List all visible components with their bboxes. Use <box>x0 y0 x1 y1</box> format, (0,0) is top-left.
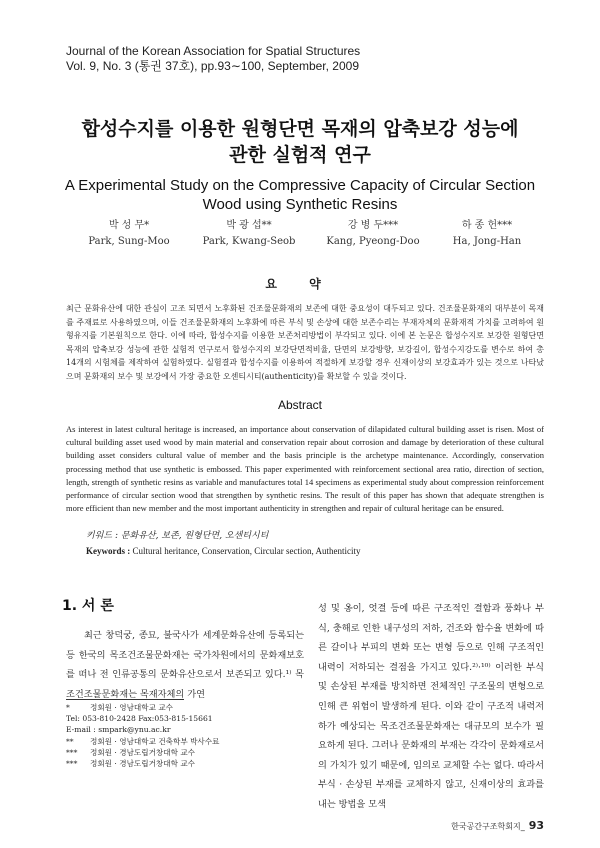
author-name-en: Ha, Jong-Han <box>452 236 522 247</box>
english-title <box>0 176 600 214</box>
body-text-right-column: 성 및 옹이, 엇결 등에 따른 구조적인 결함과 풍화나 부식, 충해로 인한 내구성의 저하, 건조와 함수율 변화에 따른 갈이나 부피의 변화 또는 변형 등으로 인해 구조적인 내력이 저하되는 결점을 가지고 있다.²⁾·¹⁰⁾ 이러한 부식 및 손상된 부재를 방치하면 전체적인 구조물의 변형으로 인해 큰 위험이 발생하게 된다. 이와 같이 구조적 내력저하가 예상되는 목조건조물문화재는 대규모의 보수가 필요하게 된다. 그러나 문화재의 부재는 각각이 문화재로서의 가치가 있기 때문에, 임의로 교체할 수는 없다. 따라서 부식 · 손상된 부재를 교체하지 않고, 신재이상의 효과를 내는 방법을 모색 <box>318 603 544 810</box>
page-number: 93 <box>528 819 544 832</box>
author-2 <box>184 218 314 250</box>
journal-volume: Vol. 9, No. 3 (통권 37호), pp.93∼100, September, 2009 <box>66 59 359 73</box>
author-name-ko: 강 병 두*** <box>347 220 399 231</box>
korean-keywords: 키워드 : 문화유산, 보존, 원형단면, 오센티시티 <box>86 531 269 541</box>
footnote-3 <box>66 747 304 758</box>
author-name-en: Park, Kwang-Seob <box>202 236 296 247</box>
korean-abstract-heading: 요 약 <box>265 277 335 291</box>
author-1 <box>64 218 194 250</box>
footnote-2 <box>66 736 304 747</box>
footnote-contact-phone: Tel: 053-810-2428 Fax:053-815-15661 <box>66 714 213 724</box>
author-name-en: Park, Sung-Moo <box>88 236 170 247</box>
journal-name: Journal of the Korean Association for Spatial Structures <box>66 44 361 58</box>
body-text-left-column: 최근 창덕궁, 종묘, 불국사가 세계문화유산에 등록되는 등 한국의 목조건조물문화재는 국가차원에서의 문화재보호를 떠나 전 인류공통의 문화유산으로서 보존되고 있다.¹⁾ 목조건조물문화재는 목재자체의 가연 <box>66 630 304 700</box>
keywords-list: Cultural heritance, Conservation, Circular section, Authenticity <box>130 546 361 556</box>
english-title-line1: A Experimental Study on the Compressive Capacity of Circular Section <box>64 177 536 194</box>
footnote-1 <box>66 702 304 713</box>
footnote-mark: ** <box>66 736 74 746</box>
keywords-label: Keywords : <box>86 546 131 556</box>
page-footer <box>451 819 544 832</box>
footnote-text: 정회원 · 경남도립거창대학 교수 <box>90 759 196 769</box>
footer-journal: 한국공간구조학회지 <box>451 822 521 831</box>
english-keywords <box>86 546 360 556</box>
footnote-text: 정회원 · 영남대학교 건축학부 박사수료 <box>90 736 220 746</box>
author-name-ko: 하 종 헌*** <box>461 220 513 231</box>
footnotes <box>66 702 304 769</box>
footnote-text: 정회원 · 경남도립거창대학 교수 <box>90 747 196 757</box>
footnote-divider <box>66 699 184 700</box>
footnote-text: 정회원 · 영남대학교 교수 <box>90 703 174 712</box>
korean-abstract: 최근 문화유산에 대한 관심이 고조 되면서 노후화된 건조물문화재의 보존에 대한 중요성이 대두되고 있다. 건조물문화재의 대부분이 목재를 주재료로 사용하였으며, 이들 건조물문화재의 노후화에 따른 부식 및 손상에 대한 보존수리는 부재자체의 문화재적 가치를 고려하여 원형유지를 기본원칙으로 한다. 이에 따라, 합성수지를 이용한 보존처리방법이 부각되고 있다. 이에 본 논문은 합성수지로 보강한 원형단면 목재의 압축보강 성능에 관한 실험적 연구로서 합성수지의 보강단면적비율, 단면의 보강방향, 보강길이, 합성수지강도를 변수로 하여 총 14개의 시험체를 제작하여 실험하였다. 실험결과 합성수지를 이용하여 적절하게 보강할 경우 신재이상의 보강효과가 있는 것으로 나타났으며 문화재의 보수 및 보강에서 가장 중요한 오센티시티(authenticity)를 확보할 수 있을 것이다. <box>66 304 544 381</box>
english-abstract-heading: Abstract <box>277 398 322 412</box>
footnote-mark: * <box>66 703 70 712</box>
footnote-mark: *** <box>66 747 78 757</box>
author-name-en: Kang, Pyeong-Doo <box>326 236 420 247</box>
footnote-contact-email: E-mail : smpark@ynu.ac.kr <box>66 725 171 735</box>
author-4 <box>422 218 552 250</box>
author-name-ko: 박 광 섭** <box>226 220 272 231</box>
footnote-mark: *** <box>66 759 78 769</box>
korean-title <box>0 116 600 168</box>
korean-title-line1: 합성수지를 이용한 원형단면 목재의 압축보강 성능에 <box>81 118 519 140</box>
author-name-ko: 박 성 무* <box>108 220 150 231</box>
journal-header <box>66 44 360 74</box>
english-title-line2: Wood using Synthetic Resins <box>202 196 398 213</box>
section-title: 1. 서 론 <box>62 598 114 614</box>
english-abstract: As interest in latest cultural heritage is increased, an importance about conservation of dilapidated cultural building asset is risen. Most of cultural building asset used wood by main material and conservation repair about corrosion and damage by deterioration of these cultural building asset considers cultural value of member and the basis principle is the archetype maintenance. Accordingly, conservation processing method that use synthetic is embossed. This paper experimented with reinforcement sectional area ratio, direction of section, length, strength of synthetic resins as variable and manufactures total 14 specimens as experimental study about compression reinforcement performance of circular section wood that strengthen by synthetic resins. The result of this paper has shown that adequate strengthen is more efficient than new member and the most important authenticity in strengthen and repair of cultural heritage can be ensured. <box>66 424 544 514</box>
footnote-4 <box>66 758 304 769</box>
footer-separator: _ <box>520 822 525 831</box>
author-3 <box>308 218 438 250</box>
korean-title-line2: 관한 실험적 연구 <box>229 144 371 166</box>
